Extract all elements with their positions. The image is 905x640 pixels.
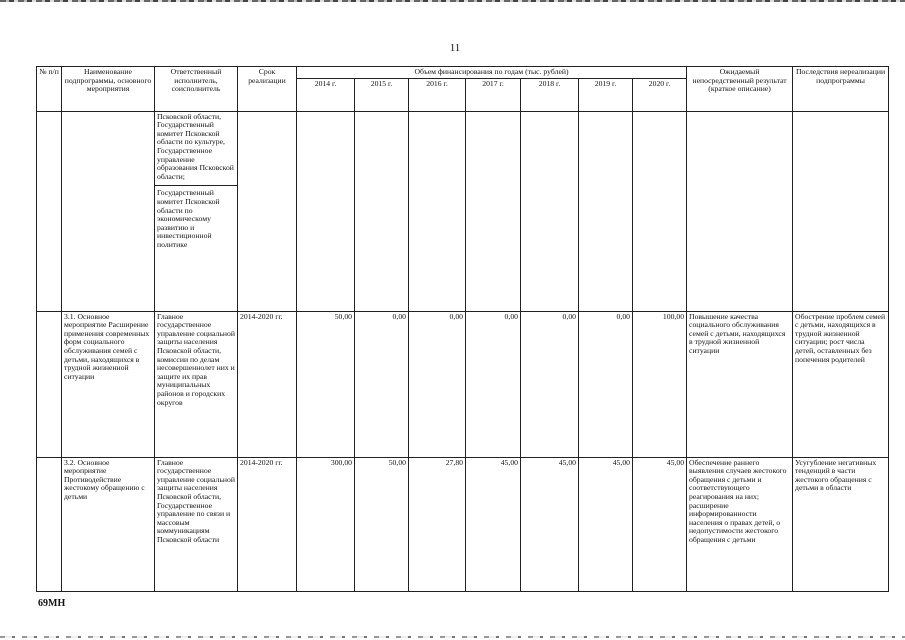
header-number: № п/п [37,67,62,112]
cell-result: Повышение качества социального обслуживания семей с детьми, находящихся в трудной жизненной ситуации [687,311,793,457]
cell-value-2015: 0,00 [355,311,409,457]
cell-value-2016: 27,80 [409,457,466,591]
program-table [36,66,889,592]
cell-value-2018: 0,00 [521,311,579,457]
table-row-3-2 [37,457,889,591]
cell-value-2016: 0,00 [409,311,466,457]
cell-value [466,111,521,311]
header-result: Ожидаемый непосредственный результат (краткое описание) [687,67,793,112]
cell-term: 2014-2020 гг. [238,457,297,591]
header-year: 2018 г. [521,78,579,111]
header-year: 2014 г. [297,78,355,111]
cell-value [355,111,409,311]
cell-value-2019: 0,00 [579,311,633,457]
cell-consequences [793,111,889,311]
continuation-executor-part2: Государственный комитет Псковской области по экономическому развитию и инвестиционной политике [155,185,237,249]
cell-value-2014: 300,00 [297,457,355,591]
cell-number [37,111,62,311]
header-year: 2019 г. [579,78,633,111]
header-year: 2017 г. [466,78,521,111]
cell-name: 3.2. Основное мероприятие Противодействие жестокому обращению с детьми [62,457,155,591]
page-number: 11 [449,42,461,54]
cell-value [297,111,355,311]
header-name: Наименование подпрограммы, основного мероприятия [62,67,155,112]
cell-term: 2014-2020 гг. [238,311,297,457]
cell-executor: Главное государственное управление социальной защиты населения Псковской области, комиссии по делам несовершеннолет них и защите их прав муниципальных районов и городских округов [155,311,238,457]
cell-value [633,111,687,311]
cell-name [62,111,155,311]
cell-executor: Главное государственное управление социальной защиты населения Псковской области, Государственное управление по связи и массовым коммуникациям Псковской области [155,457,238,591]
header-term: Срок реализации [238,67,297,112]
continuation-executor-part1: Псковской области, Государственный комитет Псковской области по культуре, Государственное управление образования Псковской области; [157,111,234,181]
header-year: 2016 г. [409,78,466,111]
header-executor: Ответственный исполнитель, соисполнитель [155,67,238,112]
cell-name: 3.1. Основное мероприятие Расширение применения современных форм социального обслуживания семей с детьми, находящихся в трудной жизненной ситуации [62,311,155,457]
cell-value-2017: 0,00 [466,311,521,457]
cell-value [579,111,633,311]
cell-consequences: Обострение проблем семей с детьми, находящихся в трудной жизненной ситуации; рост числа детей, оставленных без попечения родителей [793,311,889,457]
cell-result: Обеспечение раннего выявления случаев жестокого обращения с детьми и соответствующего реагирования на них; расширение информированности населения о правах детей, о недопустимости жестокого обращения с детьми [687,457,793,591]
cell-value-2020: 45,00 [633,457,687,591]
cell-value [409,111,466,311]
cell-value-2015: 50,00 [355,457,409,591]
cell-value-2017: 45,00 [466,457,521,591]
cell-value-2019: 45,00 [579,457,633,591]
cell-value-2020: 100,00 [633,311,687,457]
scan-edge-top [0,0,905,2]
cell-result [687,111,793,311]
scan-edge-bottom [0,636,905,638]
table-row-continuation [37,111,889,311]
cell-consequences: Усугубление негативных тенденций в части жестокого обращения с детьми в области [793,457,889,591]
cell-value [521,111,579,311]
cell-term [238,111,297,311]
header-year: 2015 г. [355,78,409,111]
header-year: 2020 г. [633,78,687,111]
cell-value-2014: 50,00 [297,311,355,457]
header-financing: Объем финансирования по годам (тыс. рублей) [297,67,687,79]
header-consequences: Последствия нереализации подпрограммы [793,67,889,112]
header-row-1 [37,67,889,79]
cell-value-2018: 45,00 [521,457,579,591]
cell-number [37,457,62,591]
cell-number [37,311,62,457]
cell-executor [155,111,238,311]
document-code: 69МН [38,598,66,609]
table-row-3-1 [37,311,889,457]
